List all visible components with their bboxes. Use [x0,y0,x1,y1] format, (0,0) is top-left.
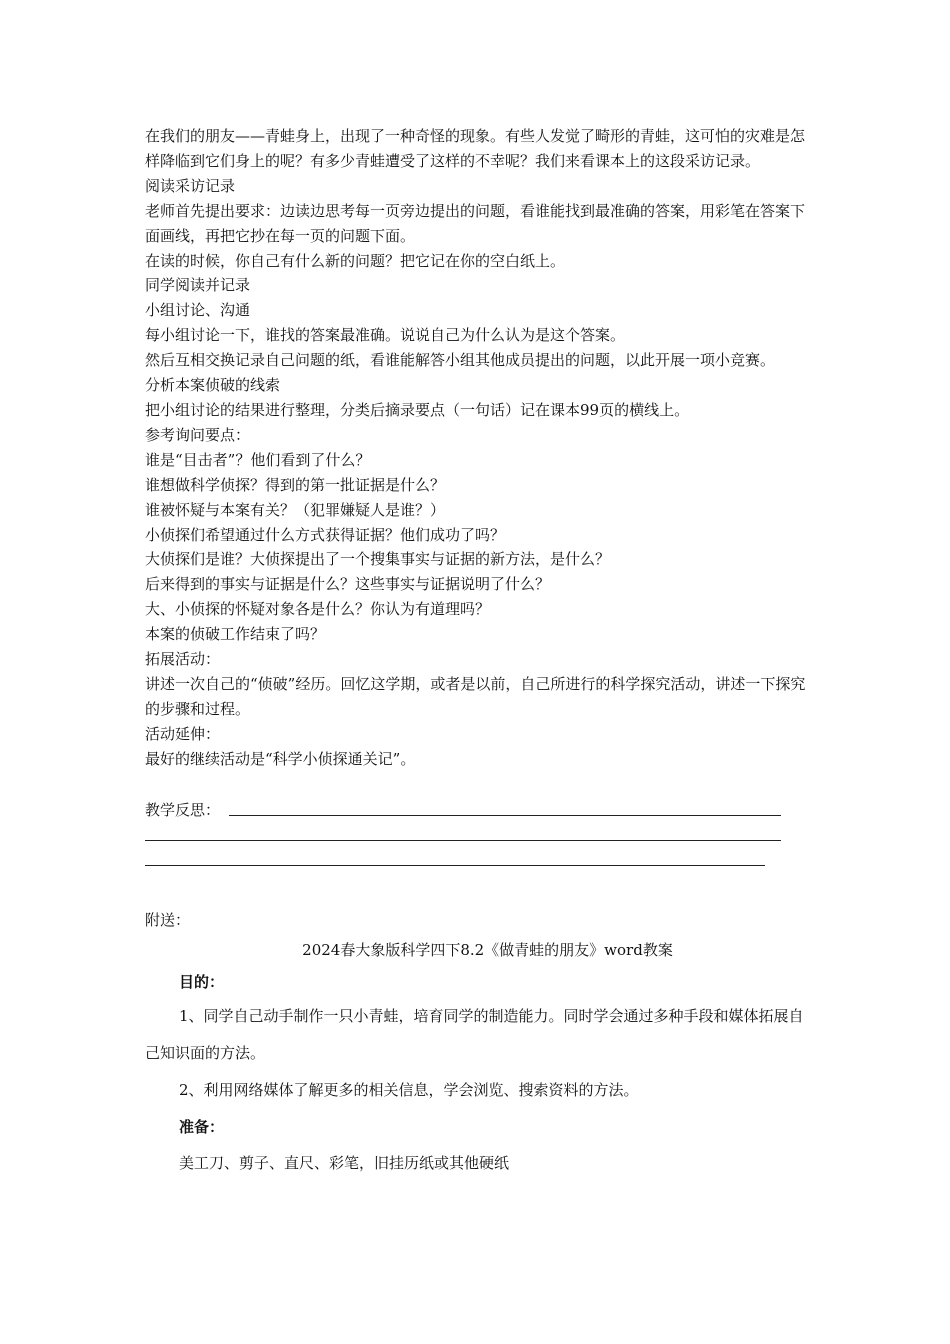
paragraph: 最好的继续活动是“科学小侦探通关记”。 [145,749,416,768]
blank-line [145,840,781,841]
question-item: 大侦探们是谁？大侦探提出了一个搜集事实与证据的新方法，是什么？ [145,550,611,569]
question-item: 本案的侦破工作结束了吗？ [145,625,326,644]
paragraph: 每小组讨论一下，谁找的答案最准确。说说自己为什么认为是这个答案。 [145,326,626,345]
paragraph: 在我们的朋友——青蛙身上，出现了一种奇怪的现象。有些人发觉了畸形的青蛙，这可怕的灾难是怎样降临到它们身上的呢？有多少青蛙遭受了这样的不幸呢？我们来看课本上的这段采访记录。 [145,127,806,170]
blank-line [145,865,765,866]
paragraph: 同学阅读并记录 [145,276,251,295]
question-item: 小侦探们希望通过什么方式获得证据？他们成功了吗？ [145,525,506,544]
paragraph: 老师首先提出要求：边读边思考每一页旁边提出的问题，看谁能找到最准确的答案，用彩笔在答案下面画线，再把它抄在每一页的问题下面。 [145,201,806,245]
appendix-title: 2024春大象版科学四下8.2《做青蛙的朋友》word教案 [302,940,673,959]
question-item: 谁被怀疑与本案有关？（犯罪嫌疑人是谁？） [145,500,446,519]
reflection-section [145,798,810,878]
paragraph: 阅读采访记录 [145,176,236,195]
paragraph: 然后互相交换记录自己问题的纸，看谁能解答小组其他成员提出的问题，以此开展一项小竞赛。 [145,351,776,370]
reflection-label: 教学反思： [145,800,221,819]
question-item: 谁是“目击者”？他们看到了什么？ [145,450,371,469]
section-heading: 拓展活动： [145,650,221,669]
document-page [145,124,810,1175]
paragraph: 小组讨论、沟通 [145,301,251,320]
paragraph: 把小组讨论的结果进行整理，分类后摘录要点（一句话）记在课本99页的横线上。 [145,400,690,419]
question-item: 大、小侦探的怀疑对象各是什么？你认为有道理吗？ [145,600,491,619]
paragraph: 讲述一次自己的“侦破”经历。回忆这学期，或者是以前，自己所进行的科学探究活动，讲述一下探究的步骤和过程。 [145,674,806,718]
paragraph: 分析本案侦破的线索 [145,376,281,395]
appendix-label: 附送： [145,910,191,929]
section-heading: 活动延伸： [145,724,221,743]
question-item: 谁想做科学侦探？得到的第一批证据是什么？ [145,475,446,494]
prep-items: 美工刀、剪子、直尺、彩笔，旧挂历纸或其他硬纸 [179,1153,510,1172]
purpose-heading: 目的： [179,972,225,991]
paragraph: 在读的时候，你自己有什么新的问题？把它记在你的空白纸上。 [145,251,566,270]
question-item: 后来得到的事实与证据是什么？这些事实与证据说明了什么？ [145,575,551,594]
purpose-item: 2、利用网络媒体了解更多的相关信息，学会浏览、搜索资料的方法。 [179,1080,639,1099]
paragraph: 参考询问要点： [145,425,251,444]
blank-line [229,815,781,816]
prep-heading: 准备： [179,1117,225,1136]
purpose-item: 1、同学自己动手制作一只小青蛙，培育同学的制造能力。同时学会通过多种手段和媒体拓展自己知识面的方法。 [145,1006,804,1062]
